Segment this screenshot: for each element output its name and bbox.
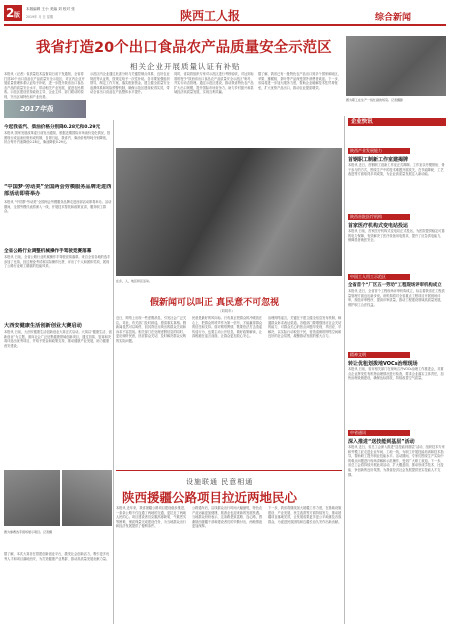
bottom-story-body-3: 下一步，我省将继续加大援疆工作力度，在基础设施建设、产业发展、民生改善等方面持续发力，推动援疆项目落地见效，让发展成果更多更公平地惠及各族群众，为促进民族团结和边疆长治久安作出新贡献。 [268, 506, 342, 524]
center-story-body-2: 民意是最好的风向标。只有真正把群众的冷暖放在心上，把群众的呼声作为第一信号，才能赢得群众的信任和支持。面对网络舆情，既要依法打击造谣传谣行为，也要主动公开信息，做好政策解读，让真相跑在谣言前面，让群众更加放心安心。 [192, 316, 263, 339]
right-item-4-tag: 精神文明 [348, 352, 410, 358]
left-bottom-body: 据了解，本次大赛旨在搭建创新创业平台，激发社会创新活力，吸引更多优秀人才和项目落地西安，为打造健康产业集群、推动高质量发展贡献力量。 [4, 552, 110, 561]
right-item-1-title: 首钢职工制新工作室建揭牌 [348, 157, 409, 163]
banner-subtitle: 相关企业开展质量认证有补贴 [130, 62, 241, 71]
left-story-4-title: 大西安健康生活创新创业大赛启动 [4, 323, 82, 329]
bottom-story-body-1: 本报讯 近年来，我省援疆公路项目建设稳步推进，一条条公路不仅连通了两地的交通，更拉近了两地人民的心。项目建设者们克服高寒缺氧、气候恶劣等困难，保质保量完成建设任务，为当地群众出行和经济发展提供了便利条件。 [116, 506, 188, 529]
left-bottom-photo-2 [62, 470, 112, 526]
page-number: 2 [6, 6, 15, 20]
right-item-4-body: 本报讯 日前，省市相关部门在现场召开VOCs治理工作推进会，对重点企业挥发性有机物治理情况进行检查，要求企业落实主体责任，加快治理设施建设，确保达标排放，持续改善空气质量。 [348, 367, 444, 381]
right-item-5-tag: 中省通讯 [348, 430, 410, 436]
main-story-body-2: 示范区内企业通过危害分析与关键控制点体系、良好农业规范等认证的，按规定给予一次性补贴。各市要加强组织领导，制定工作方案，落实配套资金，建立健全质量安全追溯体系和风险预警机制，确保示范区建设取得实效，带动全省出口食品农产品整体水平提升。 [90, 72, 170, 95]
left-story-3-body: 本报讯 日前，全省公路行业机械操作手驾驶竞赛落幕。来自全省各地的选手参加了比赛，经过理论考试和实际操作比拼，评出了个人和团体奖项，展现了公路行业职工精湛的技能风采。 [4, 255, 111, 269]
column-rule-right [344, 116, 345, 624]
column-rule-left [113, 120, 114, 624]
main-story-body-1: 本报讯（记者）省质量技术监督局日前下发通知，全省将打造20个出口食品农产品质量安全示范区，对区内企业开展质量管理体系认证给予补贴，进一步提升我省出口食品农产品的质量安全水平，带动相关产业发展，促进农民增收。示范区建设坚持政府主导、企业主体、部门联动的原则，突出区域特色和产业优势。 [4, 72, 85, 99]
bottom-story-kicker: 设施联通 民意相通 [186, 478, 254, 486]
right-item-4-title: 转让优租划拨地VOCs治理现场 [348, 361, 418, 367]
center-photo [116, 148, 342, 276]
bottom-story-body-2: 公路通车后，沿线群众出行时间大幅缩短，特色农产品运输更加便捷，旅游业也迎来新的发展机遇。当地群众纷纷表示，这条路是致富路、连心路，感谢陕西援疆干部和建设者们的辛勤付出，两地情谊更加深厚。 [192, 506, 263, 529]
center-photo-caption: 在乡，人，地区和区活动。 [116, 279, 153, 283]
right-item-1-body: 本报讯 近日，首钢职工创新工作室正式揭牌。工作室以劳模领衔、骨干参与的方式，围绕生产中的技术难题开展攻关，在节能降耗、工艺改进等方面取得多项成果，为企业高质量发展注入新动能。 [348, 163, 445, 177]
main-story-body-3: 同时，省局将组织专家对示范区进行考核验收，对达到标准的授予“陕西省出口食品农产品质量安全示范区”称号，并实行动态管理。通过示范区建设，推动我省特色农产品扩大出口规模，提升国际市场竞争力，助力乡村振兴和县域经济高质量发展，实现互利共赢。 [174, 72, 254, 95]
right-item-5-body: 本报讯 近日，省总工会深入推进“送技能到基层”活动，组织技术专家和劳模工匠走进企业车间、工地一线，为职工开展技能培训和技术指导，帮助职工提升职业技能水平。活动期间，专家们围绕生产实际中的难点问题进行现场讲解和示范操作，受到广大职工欢迎。下一步，省总工会将持续开展此项活动，扩大覆盖面，推动形成学技术、比技能、争创新的良好氛围，为我省经济社会发展提供坚实技能人才支撑。 [348, 445, 445, 477]
page-label: 版 [14, 12, 21, 19]
masthead-sub: 2019年 月 日 星期 [26, 15, 54, 19]
top-right-photo [346, 36, 446, 96]
right-item-2-body: 本报讯 日前，首家医疗机构式变电站正式投运，为医院提供稳定可靠的电力保障，有效解决了医疗设备用电需求，提升了应急供电能力，保障患者就医安全。 [348, 229, 445, 243]
left-bottom-caption: 图为参赛选手现场展示项目。记者摄 [4, 530, 53, 534]
right-item-3-tag: 中国工人用工示范区 [348, 274, 410, 280]
left-story-4-body: 本报讯 日前，大西安健康生活创新创业大赛正式启动。大赛以“健康生活、创新创业”为主题，面向社会广泛征集健康领域创新项目，通过初赛、复赛和决赛评选出优秀项目，并给予资金和政策支持，推动健康产业发展，助力健康西安建设。 [4, 330, 112, 348]
right-item-2-tag: 陕西首批医疗机构 [348, 214, 410, 220]
right-item-1-tag: 陕西产业发展能力 [348, 148, 410, 154]
bottom-story-rule [116, 470, 342, 471]
center-story-byline: （刘同年） [218, 309, 235, 313]
center-story-body-3: 治理网络谣言，关键在于建立健全信息发布机制，畅通群众诉求表达渠道。各级部门要增强回应社会关切的能力，对群众关心的热点问题早发现、早回应、早解决，以实际行动取信于民，营造清朗的网络空间和良好的社会氛围，凝聚推动发展的强大合力。 [268, 316, 342, 339]
right-item-3-title: 全省首个“厂区五一劳动”工程现场评审机构成立 [348, 283, 442, 288]
main-story-body-4: 据了解，我省已有一批特色农产品出口到多个国家和地区，苹果、猕猴桃、茶叶等产品深受国外消费者欢迎。下一步，省局将进一步加大服务力度，帮助企业破解技术性贸易壁垒，扩大优势产品出口，推动农业提质增效。 [258, 72, 341, 90]
banner-headline: 我省打造20个出口食品农产品质量安全示范区 [36, 40, 332, 56]
right-item-2-title: 首家医疗机构式变电站投运 [348, 223, 409, 229]
right-item-3-body: 本报讯 近日，全省首个工程现场评审机构成立，标志着我省在工程质量管理方面迈出新步伐。该机构将对全省重点工程项目开展现场评审，规范评审程序，提高评审质量，推动工程建设领域高质量发展，维护职工合法权益。 [348, 289, 445, 307]
left-story-1-body: 本报讯 国家发展改革委日前发出通知，根据近期国际市场油价变化情况，按照现行成品油价格形成机制，自即日起，我省汽、柴油价格每吨分别降低，折合每升汽油降低0.28元，柴油降低0.29元。 [4, 131, 111, 145]
center-story-title: 假新闻可以叫正 真民意不可忽视 [150, 298, 280, 308]
masthead-section: 综合新闻 [375, 13, 412, 23]
masthead-meta: 本版编辑 王小 美编 刘 校对 张 [26, 7, 75, 11]
left-bottom-photo-1 [4, 470, 60, 526]
top-right-caption: 图为职工在生产一线忙碌的场景。记者摄影 [346, 98, 404, 102]
center-story-body-1: 近日，网络上出现一些虚假消息，引发社会广泛关注。对此，有关部门及时辟谣，澄清事实真相。假新闻虽然可以叫停，但其背后反映出的群众关切和诉求不容忽视。相关部门在处理虚假信息的同时，更应倾听民意，回应群众关切，及时解决群众反映的实际问题。 [116, 316, 187, 343]
left-story-2-title: “中国梦·劳动美”全国两会劳模服务品牌走进西部活动即将举办 [4, 184, 112, 197]
left-story-3-title: 全省公路行业调整机械操作手驾驶竞赛落幕 [4, 249, 92, 254]
masthead-brand: 陕西工人报 [180, 9, 241, 23]
left-story-2-body: 本报讯 “中国梦·劳动美”全国两会劳模服务品牌走进西部活动即将举办。活动期间，全国劳模代表将深入一线，开展技术帮扶和政策宣讲，服务职工群众。 [4, 200, 112, 214]
right-item-5-title: 深入推进“送技能到基层”活动 [348, 439, 415, 445]
masthead-rule [4, 24, 446, 26]
left-story-1-title: 今起我省汽、柴油价格分别降0.28元和0.29元 [4, 125, 101, 130]
right-section-label: 企业快讯 [348, 118, 446, 126]
left-thumb-banner-label: 2017年报 [20, 105, 54, 113]
bottom-story-title: 陕西援疆公路项目拉近两地民心 [122, 490, 298, 505]
